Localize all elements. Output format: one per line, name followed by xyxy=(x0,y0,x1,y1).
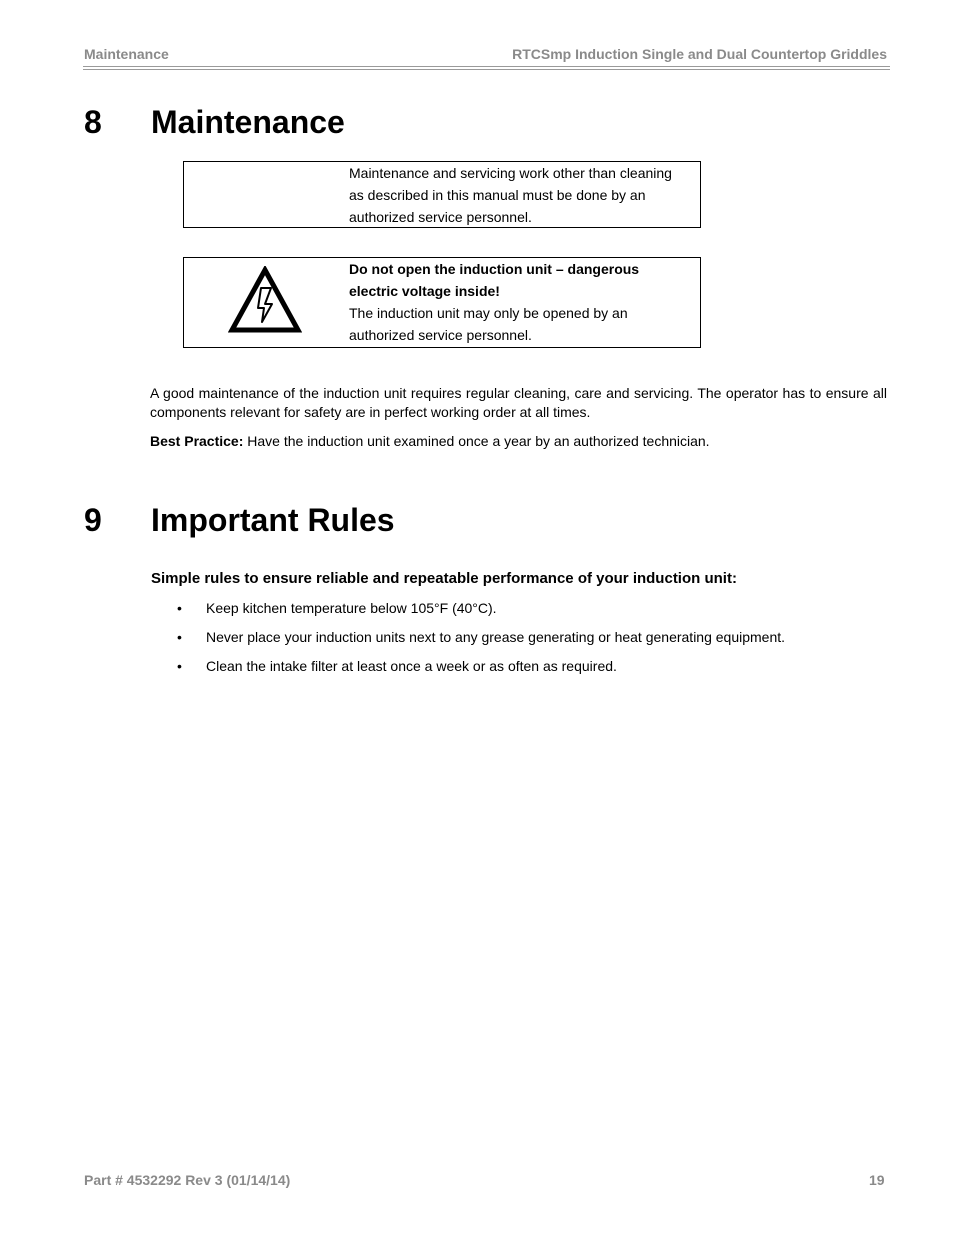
maintenance-notice-box xyxy=(183,161,701,228)
list-item-text: Clean the intake filter at least once a week or as often as required. xyxy=(206,658,617,674)
section-title: Important Rules xyxy=(151,502,395,538)
section-number: 9 xyxy=(84,502,102,538)
bullet: • xyxy=(177,658,182,674)
notice-line: authorized service personnel. xyxy=(349,209,532,225)
best-practice-label: Best Practice: xyxy=(150,433,244,449)
page-header xyxy=(83,46,889,66)
rules-subheading: Simple rules to ensure reliable and repeatable performance of your induction unit: xyxy=(151,570,737,587)
header-document-title: RTCSmp Induction Single and Dual Countertop Griddles xyxy=(512,46,887,62)
best-practice-note xyxy=(150,432,710,451)
list-item-text: Keep kitchen temperature below 105°F (40°C). xyxy=(206,600,497,616)
footer-page-number: 19 xyxy=(869,1172,885,1188)
section-number: 8 xyxy=(84,104,102,140)
header-rule-secondary xyxy=(83,69,890,70)
bullet: • xyxy=(177,600,182,616)
header-section-name: Maintenance xyxy=(84,46,169,62)
notice-line: Maintenance and servicing work other than cleaning xyxy=(349,165,672,181)
notice-line: as described in this manual must be done by an xyxy=(349,187,646,203)
best-practice-text: Have the induction unit examined once a year by an authorized technician. xyxy=(243,433,710,449)
warning-text xyxy=(349,258,694,346)
footer-part-number: Part # 4532292 Rev 3 (01/14/14) xyxy=(84,1172,291,1188)
section-8-heading xyxy=(84,106,484,142)
notice-text xyxy=(349,162,694,228)
warning-body-line: The induction unit may only be opened by an xyxy=(349,305,628,321)
warning-body-line: authorized service personnel. xyxy=(349,327,532,343)
electrical-warning-box xyxy=(183,257,701,348)
section-9-heading xyxy=(84,504,484,540)
maintenance-paragraph: A good maintenance of the induction unit requires regular cleaning, care and servicing. The operator has to ensure all components relevant for safety are in perfect working order at all times. xyxy=(150,385,887,420)
header-rule xyxy=(83,66,890,67)
bullet: • xyxy=(177,629,182,645)
section-title: Maintenance xyxy=(151,104,345,140)
warning-title-line: Do not open the induction unit – dangerous xyxy=(349,261,640,277)
electrical-hazard-warning-icon xyxy=(228,266,302,339)
list-item-text: Never place your induction units next to any grease generating or heat generating equipment. xyxy=(206,629,786,645)
warning-title-line: electric voltage inside! xyxy=(349,283,500,299)
